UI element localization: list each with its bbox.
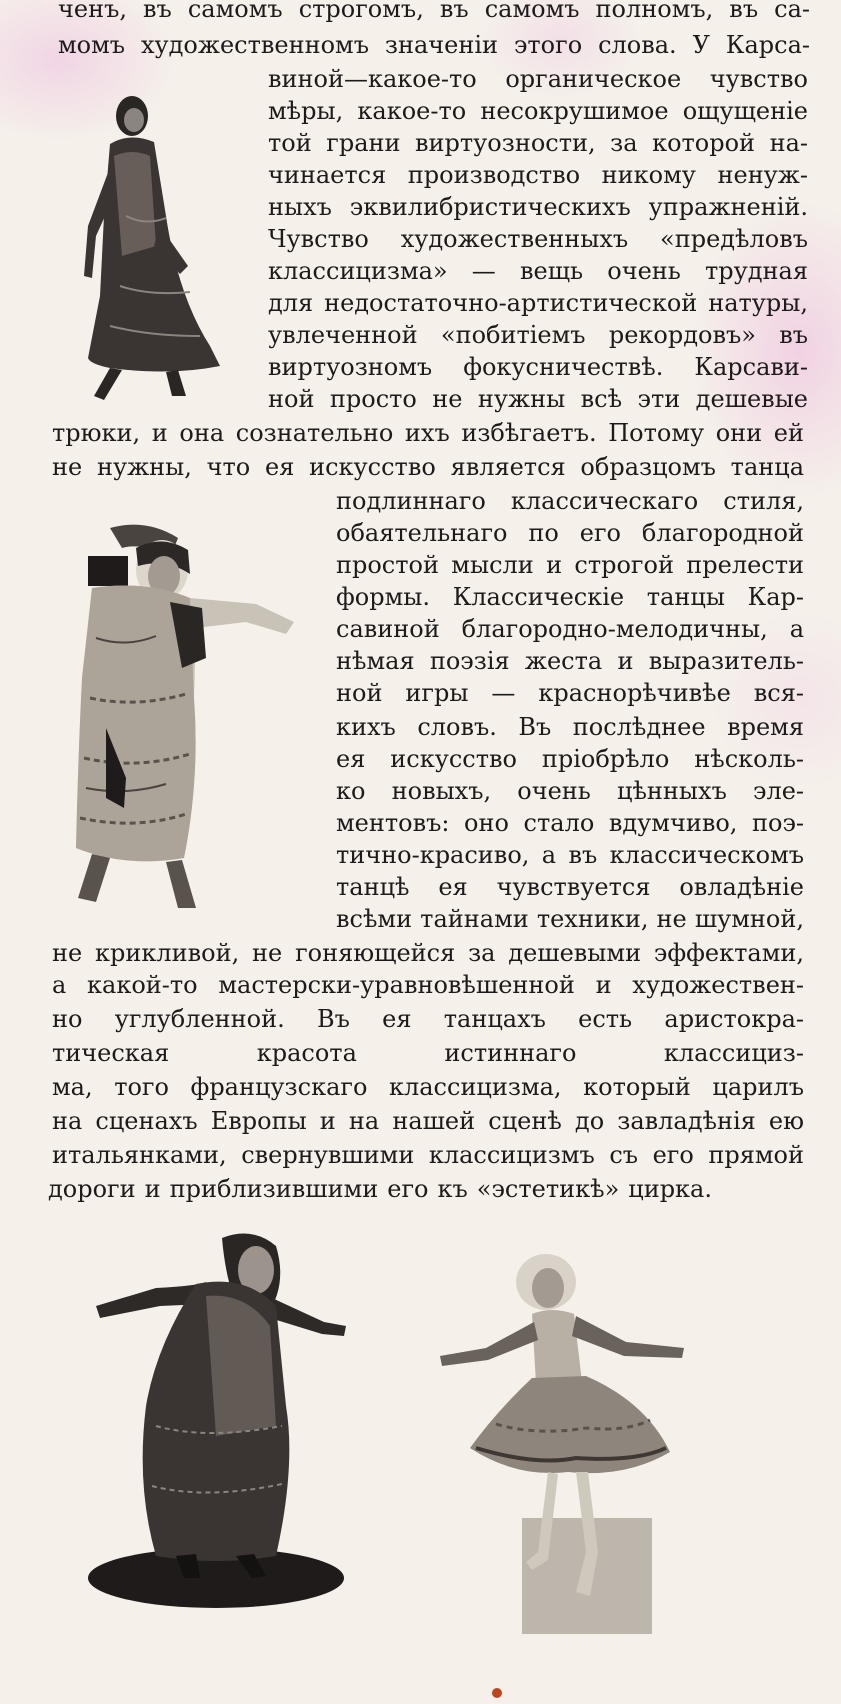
text-line: кихъ словъ. Въ послѣднее время: [336, 713, 804, 741]
text-line: но углубленной. Въ ея танцахъ есть аристокра-: [52, 1005, 804, 1033]
text-line: подлиннаго классическаго стиля,: [336, 487, 804, 515]
text-line: савиной благородно-мелодичны, а: [336, 615, 804, 643]
text-line: формы. Классическіе танцы Кар-: [336, 583, 804, 611]
text-line: трюки, и она сознательно ихъ избѣгаетъ. Потому они ей: [52, 419, 804, 447]
text-line: танцѣ ея чувствуется овладѣніе: [336, 873, 804, 901]
text-line: нѣмая поэзія жеста и выразитель-: [336, 647, 804, 675]
dancer-photo-4: [436, 1252, 756, 1634]
text-line: ма, того французскаго классицизма, который царилъ: [52, 1073, 804, 1101]
dancer-photo-1: [70, 96, 230, 406]
text-line: ной игры — краснорѣчивѣе вся-: [336, 679, 804, 707]
text-line: для недостаточно-артистической натуры,: [268, 289, 808, 317]
text-line: виртуозномъ фокусничествѣ. Карсави-: [268, 353, 808, 381]
ink-mark: [492, 1688, 502, 1698]
text-line: не крикливой, не гоняющейся за дешевыми эффектами,: [52, 939, 804, 967]
text-line: обаятельнаго по его благородной: [336, 519, 804, 547]
text-line: всѣми тайнами техники, не шумной,: [336, 905, 804, 933]
text-line: той грани виртуозности, за которой на-: [268, 129, 808, 157]
text-line: ея искусство пріобрѣло нѣсколь-: [336, 745, 804, 773]
text-line: ко новыхъ, очень цѣнныхъ эле-: [336, 777, 804, 805]
text-line: а какой-то мастерски-уравновѣшенной и художествен-: [52, 971, 804, 999]
dancer-photo-2: [66, 518, 316, 928]
text-line: виной—какое-то органическое чувство: [268, 65, 808, 93]
text-line: классицизма» — вещь очень трудная: [268, 257, 808, 285]
text-line: итальянками, свернувшими классицизмъ съ его прямой: [52, 1141, 804, 1169]
text-line: момъ художественномъ значеніи этого слова. У Карса-: [58, 31, 810, 59]
text-line: простой мысли и строгой прелести: [336, 551, 804, 579]
text-line: увлеченной «побитіемъ рекордовъ» въ: [268, 321, 808, 349]
text-line: Чувство художественныхъ «предѣловъ: [268, 225, 808, 253]
dancer-figure-4: [436, 1252, 756, 1634]
text-line: не нужны, что ея искусство является образцомъ танца: [52, 453, 804, 481]
text-line: дороги и приблизившими его къ «эстетикѣ» цирка.: [48, 1175, 712, 1203]
text-line: мѣры, какое-то несокрушимое ощущеніе: [268, 97, 808, 125]
dancer-figure-3: [56, 1226, 386, 1620]
dancer-photo-3: [56, 1226, 386, 1620]
text-line: тическая красота истиннаго классициз-: [52, 1039, 804, 1067]
text-line: на сценахъ Европы и на нашей сценѣ до завладѣнія ею: [52, 1107, 804, 1135]
dancer-figure-1: [70, 96, 230, 406]
text-line: ной просто не нужны всѣ эти дешевые: [268, 385, 808, 413]
dancer-figure-2: [66, 518, 316, 928]
text-line: тично-красиво, а въ классическомъ: [336, 841, 804, 869]
text-line: чинается производство никому ненуж-: [268, 161, 808, 189]
text-line: ченъ, въ самомъ строгомъ, въ самомъ полномъ, въ са-: [58, 0, 810, 23]
text-line: ментовъ: оно стало вдумчиво, поэ-: [336, 809, 804, 837]
text-line: ныхъ эквилибристическихъ упражненій.: [268, 193, 808, 221]
